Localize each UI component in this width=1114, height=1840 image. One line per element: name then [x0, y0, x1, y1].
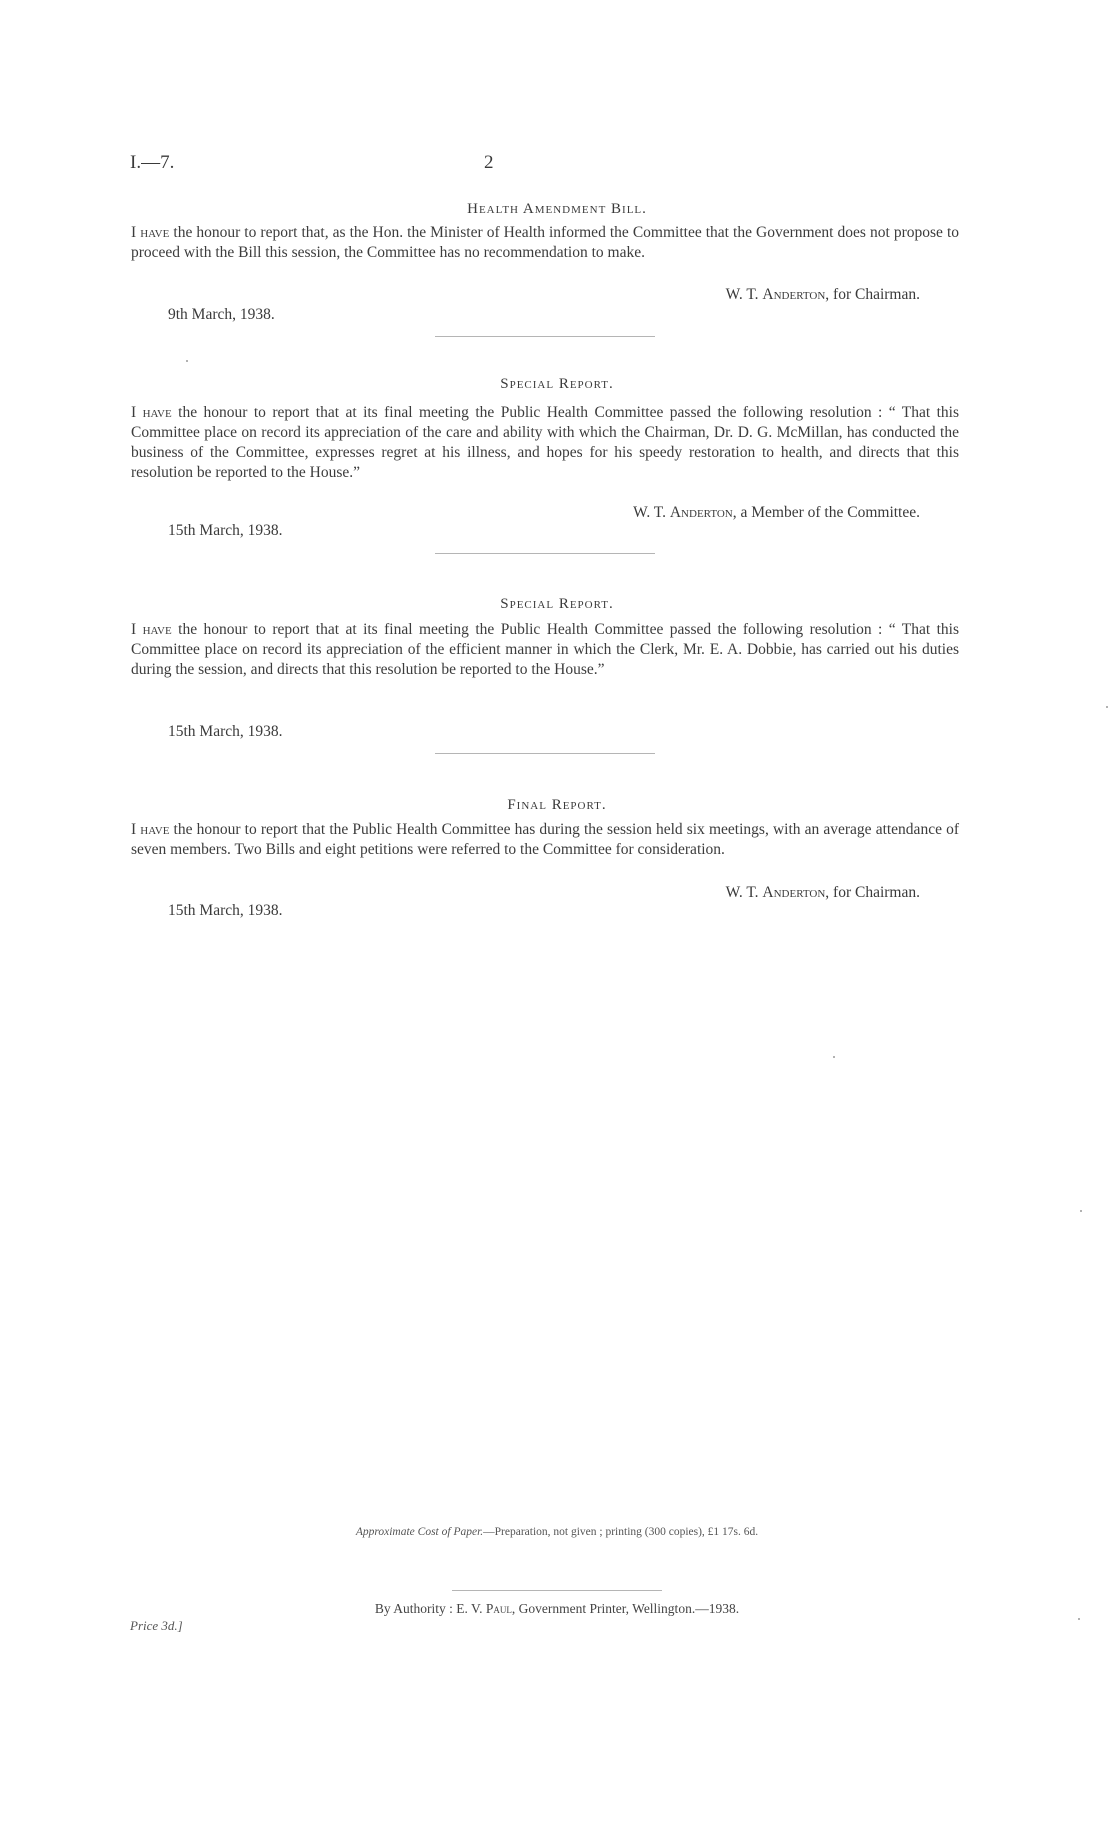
section-paragraph	[131, 223, 959, 263]
page-number: 2	[484, 152, 494, 173]
signature-initials: W. T.	[725, 884, 763, 901]
section-divider	[435, 336, 655, 337]
signature-name: Anderton	[669, 504, 733, 521]
section-heading-special-report: Special Report.	[500, 596, 614, 612]
signature-initials: W. T.	[725, 286, 763, 303]
scan-speck	[186, 360, 188, 362]
signature-initials: W. T.	[633, 504, 670, 521]
paragraph-body: the honour to report that, as the Hon. the Minister of Health informed the Committee that the Government does not propose to proceed with the Bill this session, the Committee has no recommendation to make.	[131, 224, 959, 261]
section-divider	[435, 553, 655, 554]
report-date: 15th March, 1938.	[168, 902, 283, 919]
cost-label: Approximate Cost of Paper.	[355, 1526, 484, 1538]
footer-divider	[452, 1590, 662, 1591]
scan-speck	[1080, 1210, 1082, 1212]
paragraph-body: the honour to report that at its final meeting the Public Health Committee passed the following resolution : “ That this Committee place on record its appreciation of the efficient manner in which the Clerk, Mr. E. A. Dobbie, has carried out his duties during the session, and directs that this resolution be reported to the House.”	[131, 621, 960, 678]
section-divider	[435, 753, 655, 754]
price-note: Price 3d.]	[130, 1618, 183, 1633]
section-paragraph	[131, 620, 959, 680]
scan-speck	[1078, 1618, 1080, 1620]
authority-suffix: , Government Printer, Wellington.—1938.	[511, 1601, 740, 1616]
signature	[726, 286, 920, 304]
signature-name: Anderton	[762, 884, 826, 901]
section-paragraph	[131, 820, 959, 860]
scan-speck	[1106, 706, 1108, 708]
paragraph-body: the honour to report that the Public Health Committee has during the session held six meetings, with an average attendance of seven members. Two Bills and eight petitions were referred to the Committee for consideration.	[131, 821, 959, 858]
printer-name: Paul	[485, 1601, 512, 1616]
report-date: 15th March, 1938.	[168, 522, 283, 539]
signature-role: , for Chairman.	[825, 884, 920, 901]
signature-name: Anderton	[762, 286, 826, 303]
cost-of-paper-note	[0, 1526, 1114, 1538]
cost-text: —Preparation, not given ; printing (300 copies), £1 17s. 6d.	[483, 1526, 759, 1538]
signature-role: , a Member of the Committee.	[732, 504, 920, 521]
paragraph-lead: I have	[131, 224, 170, 241]
scan-speck	[833, 1056, 835, 1058]
report-date: 9th March, 1938.	[168, 306, 275, 323]
signature-role: , for Chairman.	[825, 286, 920, 303]
paragraph-lead: I have	[131, 621, 172, 638]
paragraph-lead: I have	[131, 404, 172, 421]
paragraph-lead: I have	[131, 821, 170, 838]
section-heading-health-amendment-bill: Health Amendment Bill.	[467, 201, 647, 217]
signature	[726, 884, 920, 902]
section-heading-final-report: Final Report.	[507, 797, 607, 813]
section-heading-special-report: Special Report.	[500, 376, 614, 392]
signature	[633, 504, 920, 522]
printer-authority	[0, 1601, 1114, 1617]
document-reference: I.—7.	[130, 152, 175, 173]
authority-prefix: By Authority : E. V.	[374, 1601, 486, 1616]
section-paragraph	[131, 403, 959, 483]
paragraph-body: the honour to report that at its final meeting the Public Health Committee passed the following resolution : “ That this Committee place on record its appreciation of the care and ability with which the Chairman, Dr. D. G. McMillan, has conducted the business of the Committee, expresses regret at his illness, and hopes for his speedy restoration to health, and directs that this resolution be reported to the House.”	[131, 404, 960, 481]
report-date: 15th March, 1938.	[168, 723, 283, 740]
